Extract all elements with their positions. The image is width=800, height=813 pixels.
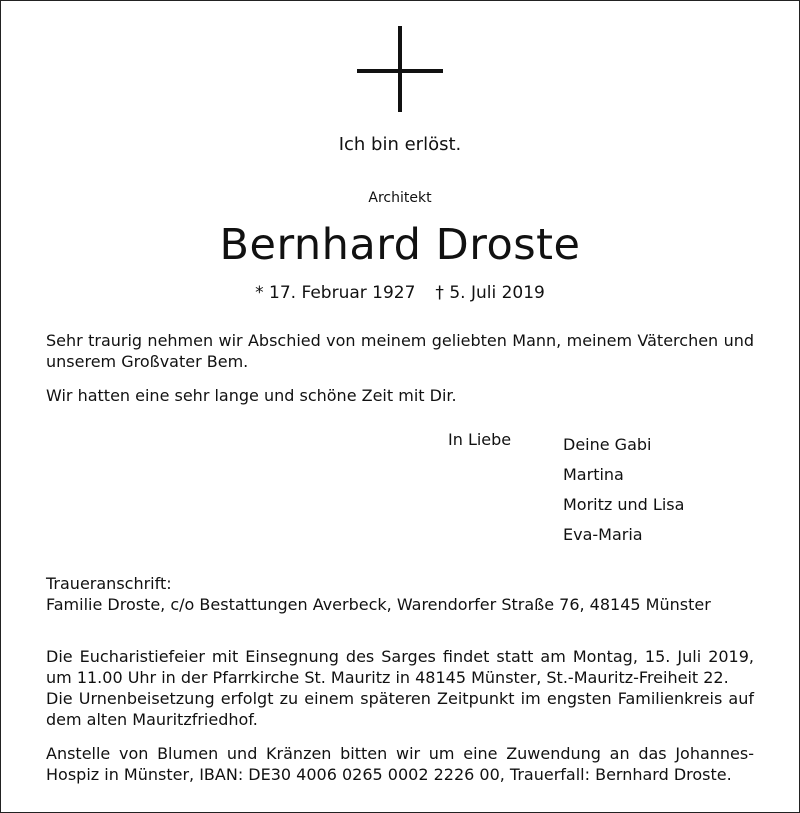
life-dates	[0, 283, 800, 303]
birth-date: * 17. Februar 1927	[255, 283, 416, 303]
mourning-address: Familie Droste, c/o Bestattungen Averbeck, Warendorfer Straße 76, 48145 Münster	[46, 595, 711, 614]
burial-text: Die Urnenbeisetzung erfolgt zu einem späteren Zeitpunkt im engsten Familienkreis auf dem alten Mauritzfriedhof.	[46, 689, 754, 729]
service-info	[46, 646, 754, 730]
deceased-name: Bernhard Droste	[219, 220, 581, 270]
mourning-address-label: Traueranschrift:	[46, 574, 172, 593]
death-date: † 5. Juli 2019	[435, 283, 545, 303]
farewell-text: Sehr traurig nehmen wir Abschied von meinem geliebten Mann, meinem Väterchen und unserem Großvater Bem.	[46, 331, 754, 371]
cross-icon	[357, 26, 443, 112]
motto: Ich bin erlöst.	[338, 134, 462, 155]
profession: Architekt	[368, 190, 432, 206]
time-text: Wir hatten eine sehr lange und schöne Zeit mit Dir.	[46, 386, 457, 405]
service-text: Die Eucharistiefeier mit Einsegnung des Sarges findet statt am Montag, 15. Juli 2019, um 11.00 Uhr in der Pfarrkirche St. Mauritz in 48145 Münster, St.-Mauritz-Freiheit 22.	[46, 647, 754, 687]
family-name: Moritz und Lisa	[563, 495, 685, 514]
family-name: Eva-Maria	[563, 525, 643, 544]
family-name: Deine Gabi	[563, 435, 652, 454]
donation-text: Anstelle von Blumen und Kränzen bitten wir um eine Zuwendung an das Johannes-Hospiz in Münster, IBAN: DE30 4006 0265 0002 2226 00, Trauerfall: Bernhard Droste.	[46, 744, 754, 784]
family-name: Martina	[563, 465, 624, 484]
family-names	[563, 430, 684, 550]
signoff-label: In Liebe	[448, 430, 512, 449]
